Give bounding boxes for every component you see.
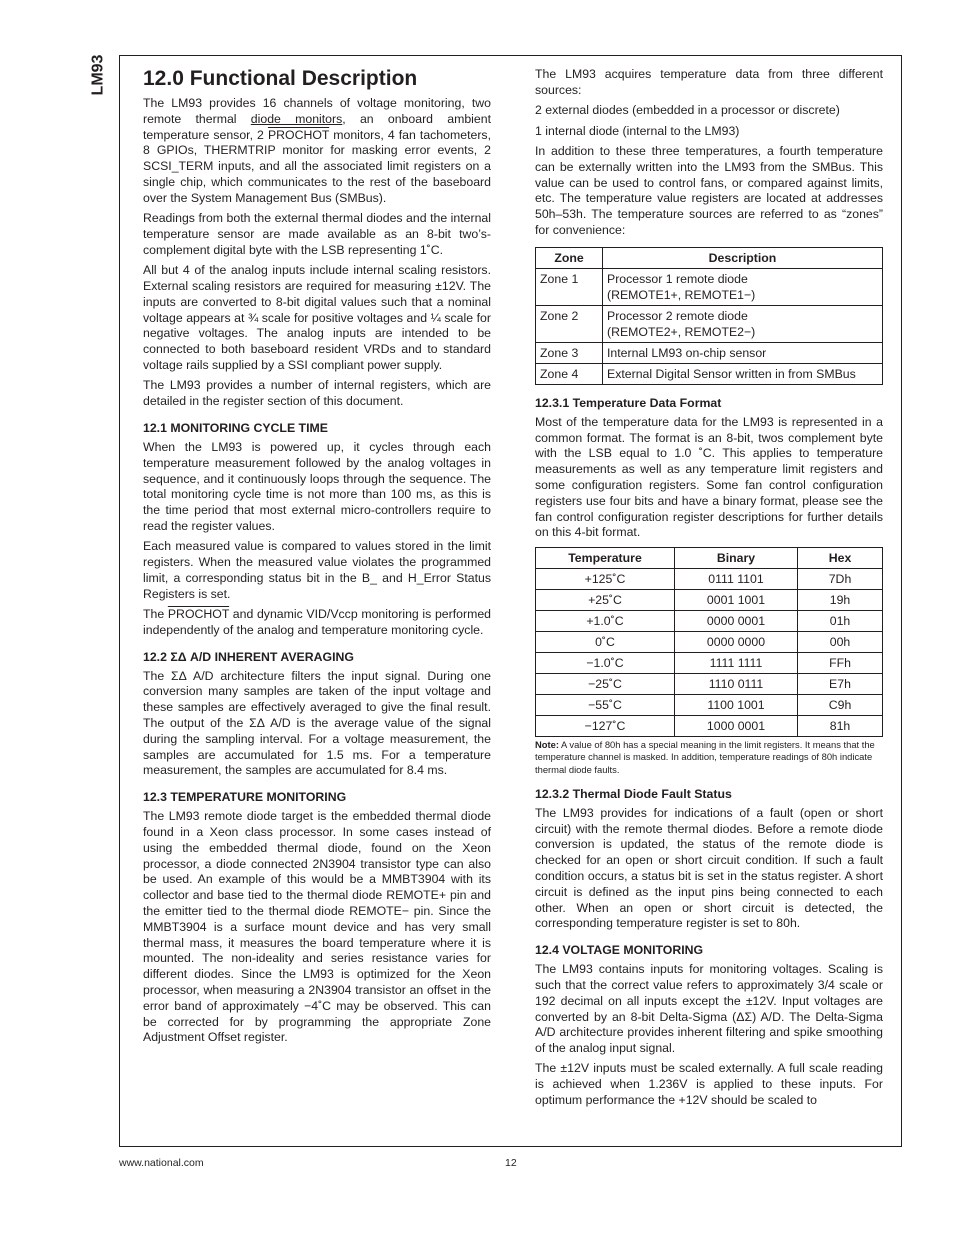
intro-paragraph-4: The LM93 provides a number of internal registers, which are detailed in the register section of this document.	[143, 378, 491, 409]
description-line: (REMOTE2+, REMOTE2−)	[607, 324, 756, 339]
table-row	[536, 569, 883, 590]
note-text: A value of 80h has a special meaning in the limit registers. It means that the temperature channel is masked. In addition, temperature readings of 80h indicate thermal diode faults.	[535, 739, 875, 775]
table-row	[536, 268, 883, 305]
prochot-signal: PROCHOT	[167, 607, 230, 622]
intro-paragraph-1	[143, 96, 491, 207]
section-heading-12-3-1: 12.3.1 Temperature Data Format	[535, 395, 722, 410]
intro-paragraph-2: Readings from both the external thermal diodes and the internal temperature sensor are made available as an 8-bit two’s-complement digital byte with the LSB representing 1˚C.	[143, 211, 491, 257]
zone-cell: Zone 1	[536, 268, 603, 305]
section-heading-12-4: 12.4 VOLTAGE MONITORING	[535, 943, 704, 958]
table-row	[536, 590, 883, 611]
table-row	[536, 611, 883, 632]
binary-cell: 0000 0001	[675, 611, 798, 632]
temperature-cell: +25˚C	[536, 590, 675, 611]
description-cell	[603, 305, 883, 342]
table-row	[536, 632, 883, 653]
paragraph-12-1-a: When the LM93 is powered up, it cycles through each temperature measurement followed by the analog voltages in sequence, and it continuously loops through the sequence. The total monitoring cycle time is not more than 100 ms, as this is the time period that most external micro-controllers require to read the register values.	[143, 439, 491, 533]
paragraph-12-2: The ΣΔ A/D architecture filters the input signal. During one conversion many samples are taken of the input voltage and these samples are effectively averaged to give the final result. The output of the ΣΔ A/D is the average value of the signal during the sampling interval. For a voltage measurement, the samples are accumulated for 1.5 ms. For a temperature measurement, the samples are accumulated for 8.4 ms.	[143, 668, 491, 778]
temperature-cell: −1.0˚C	[536, 653, 675, 674]
column-header: Zone	[536, 247, 603, 268]
text-span: , an onboard ambient temperature sensor, 2	[143, 111, 491, 142]
section-heading-12-3: 12.3 TEMPERATURE MONITORING	[143, 790, 347, 805]
description-line: Processor 2 remote diode	[607, 308, 748, 323]
table-note	[535, 739, 883, 776]
description-cell: External Digital Sensor written in from SMBus	[603, 363, 883, 384]
description-cell	[603, 268, 883, 305]
hex-cell: 19h	[798, 590, 883, 611]
side-label	[89, 52, 112, 102]
section-heading-12-2: 12.2 ΣΔ A/D INHERENT AVERAGING	[143, 649, 354, 664]
temperature-cell: +125˚C	[536, 569, 675, 590]
page-title: 12.0 Functional Description	[143, 67, 418, 90]
table-header-row	[536, 548, 883, 569]
table-row	[536, 716, 883, 737]
text-span: diode monitors	[250, 111, 343, 126]
paragraph-12-4-a: The LM93 contains inputs for monitoring voltages. Scaling is such that the correct value refers to approximately 3/4 scale or 192 decimal on all inputs except the ±12V. Input voltages are converted by an 8-bit Delta-Sigma (ΔΣ) A/D. The Delta-Sigma A/D architecture provides inherent filtering and spike smoothing of the analog input signal.	[535, 962, 883, 1056]
hex-cell: 01h	[798, 611, 883, 632]
intro-paragraph-3: All but 4 of the analog inputs include internal scaling resistors. External scaling resistors are required for measuring ±12V. The inputs are converted to 8-bit digital values such that a nominal voltage appears at ¾ scale for positive voltages and ¼ scale for negative voltages. The analog inputs are intended to be connected to both baseboard resident VRDs and to standard voltage rails supplied by a SSI compliant power supply.	[143, 263, 491, 372]
paragraph-12-1-c	[143, 607, 491, 639]
temperature-cell: −127˚C	[536, 716, 675, 737]
paragraph-12-3-1: Most of the temperature data for the LM93 is represented in a common format. The format is an 8-bit, twos complement byte with the LSB equal to 1.0 ˚C. This applies to temperature measurements as well as any temperature limit registers and some configuration registers. Some fan control configuration registers use four bits and have a binary format, please see the fan control configuration register descriptions for further details on this 4-bit format.	[535, 414, 883, 540]
right-paragraph-2: 2 external diodes (embedded in a processor or discrete)	[535, 103, 840, 118]
note-label: Note:	[535, 739, 559, 751]
hex-cell: FFh	[798, 653, 883, 674]
column-header: Binary	[675, 548, 798, 569]
table-row	[536, 305, 883, 342]
table-row	[536, 363, 883, 384]
column-header: Temperature	[536, 548, 675, 569]
table-header-row	[536, 247, 883, 268]
side-label-text: LM93	[89, 54, 107, 96]
right-paragraph-1: The LM93 acquires temperature data from three different sources:	[535, 67, 883, 97]
temperature-cell: +1.0˚C	[536, 611, 675, 632]
left-column	[143, 56, 491, 1051]
prochot-signal: PROCHOT	[267, 127, 330, 142]
column-header: Hex	[798, 548, 883, 569]
page-frame	[119, 55, 902, 1147]
hex-cell: 7Dh	[798, 569, 883, 590]
zone-cell: Zone 4	[536, 363, 603, 384]
zone-cell: Zone 3	[536, 342, 603, 363]
description-line: (REMOTE1+, REMOTE1−)	[607, 287, 756, 302]
table-row	[536, 695, 883, 716]
right-column	[535, 56, 883, 1113]
binary-cell: 0000 0000	[675, 632, 798, 653]
binary-cell: 1110 0111	[675, 674, 798, 695]
paragraph-12-3-2: The LM93 provides for indications of a fault (open or short circuit) with the remote thermal diodes. Before a remote diode conversion is updated, the status of the remote diode is checked for an open or short circuit condition. If such a fault condition occurs, a status bit is set in the status register. A short circuit is defined as the input pins being connected to each other. When an open or short circuit is detected, the corresponding temperature register is set to 80h.	[535, 805, 883, 931]
zone-cell: Zone 2	[536, 305, 603, 342]
hex-cell: 81h	[798, 716, 883, 737]
binary-cell: 0111 1101	[675, 569, 798, 590]
description-line: Processor 1 remote diode	[607, 271, 748, 286]
paragraph-12-1-b: Each measured value is compared to values stored in the limit registers. When the measured value violates the programmed limit, a corresponding status bit in the B_ and H_Error Status Registers is set.	[143, 539, 491, 601]
temperature-cell: −25˚C	[536, 674, 675, 695]
binary-cell: 1100 1001	[675, 695, 798, 716]
temperature-cell: −55˚C	[536, 695, 675, 716]
text-span: monitors, 4 fan tachometers, 8 GPIOs, THERMTRIP monitor for masking error events, 2 SCSI_TERM inputs, and all the associated limit registers on a single chip, which communicates to the rest of the baseboard over the System Management Bus (SMBus).	[143, 127, 491, 205]
hex-cell: 00h	[798, 632, 883, 653]
section-heading-12-3-2: 12.3.2 Thermal Diode Fault Status	[535, 786, 732, 801]
right-paragraph-4: In addition to these three temperatures, a fourth temperature can be externally written into the LM93 from the SMBus. This value can be used to control fans, or compared against limits, etc. The temperature value registers are located at addresses 50h–53h. The temperature sources are referred to as “zones” for convenience:	[535, 143, 883, 237]
column-header: Description	[603, 247, 883, 268]
binary-cell: 1111 1111	[675, 653, 798, 674]
text-span: The LM93 provides 16 channels of voltage monitoring, two remote thermal	[143, 96, 491, 126]
footer-page-number: 12	[505, 1157, 517, 1169]
temperature-format-table	[535, 547, 883, 737]
description-cell: Internal LM93 on-chip sensor	[603, 342, 883, 363]
paragraph-12-4-b: The ±12V inputs must be scaled externally. A full scale reading is achieved when 1.236V is applied to these inputs. For optimum performance the +12V should be scaled to	[535, 1061, 883, 1108]
hex-cell: C9h	[798, 695, 883, 716]
text-span: and dynamic VID/Vccp monitoring is performed independently of the analog and temperature monitoring cycle.	[143, 607, 491, 637]
temperature-cell: 0˚C	[536, 632, 675, 653]
table-row	[536, 653, 883, 674]
binary-cell: 1000 0001	[675, 716, 798, 737]
paragraph-12-3: The LM93 remote diode target is the embedded thermal diode found in a Xeon class processor. In some cases instead of using the embedded thermal diode, found on the Xeon processor, a diode connected 2N3904 transistor type can also be used. An example of this would be a MMBT3904 with its collector and base tied to the thermal diode REMOTE+ pin and the emitter tied to the thermal diode REMOTE− pin. Since the MMBT3904 is a surface mount device and has very small thermal mass, it measures the board temperature where it is mounted. The non-ideality and series resistance varies for different diodes. Since the LM93 is optimized for the Xeon processor, when measuring a 2N3904 transistor an offset in the error band of approximately −4˚C may be observed. This can be corrected for by programming the appropriate Zone Adjustment Offset register.	[143, 809, 491, 1045]
table-row	[536, 674, 883, 695]
footer-website: www.national.com	[119, 1157, 204, 1169]
table-row	[536, 342, 883, 363]
hex-cell: E7h	[798, 674, 883, 695]
binary-cell: 0001 1001	[675, 590, 798, 611]
section-heading-12-1: 12.1 MONITORING CYCLE TIME	[143, 420, 328, 435]
right-paragraph-3: 1 internal diode (internal to the LM93)	[535, 123, 740, 138]
text-span: The	[143, 607, 168, 622]
zone-table	[535, 247, 883, 385]
temperature-table-body	[536, 569, 883, 737]
